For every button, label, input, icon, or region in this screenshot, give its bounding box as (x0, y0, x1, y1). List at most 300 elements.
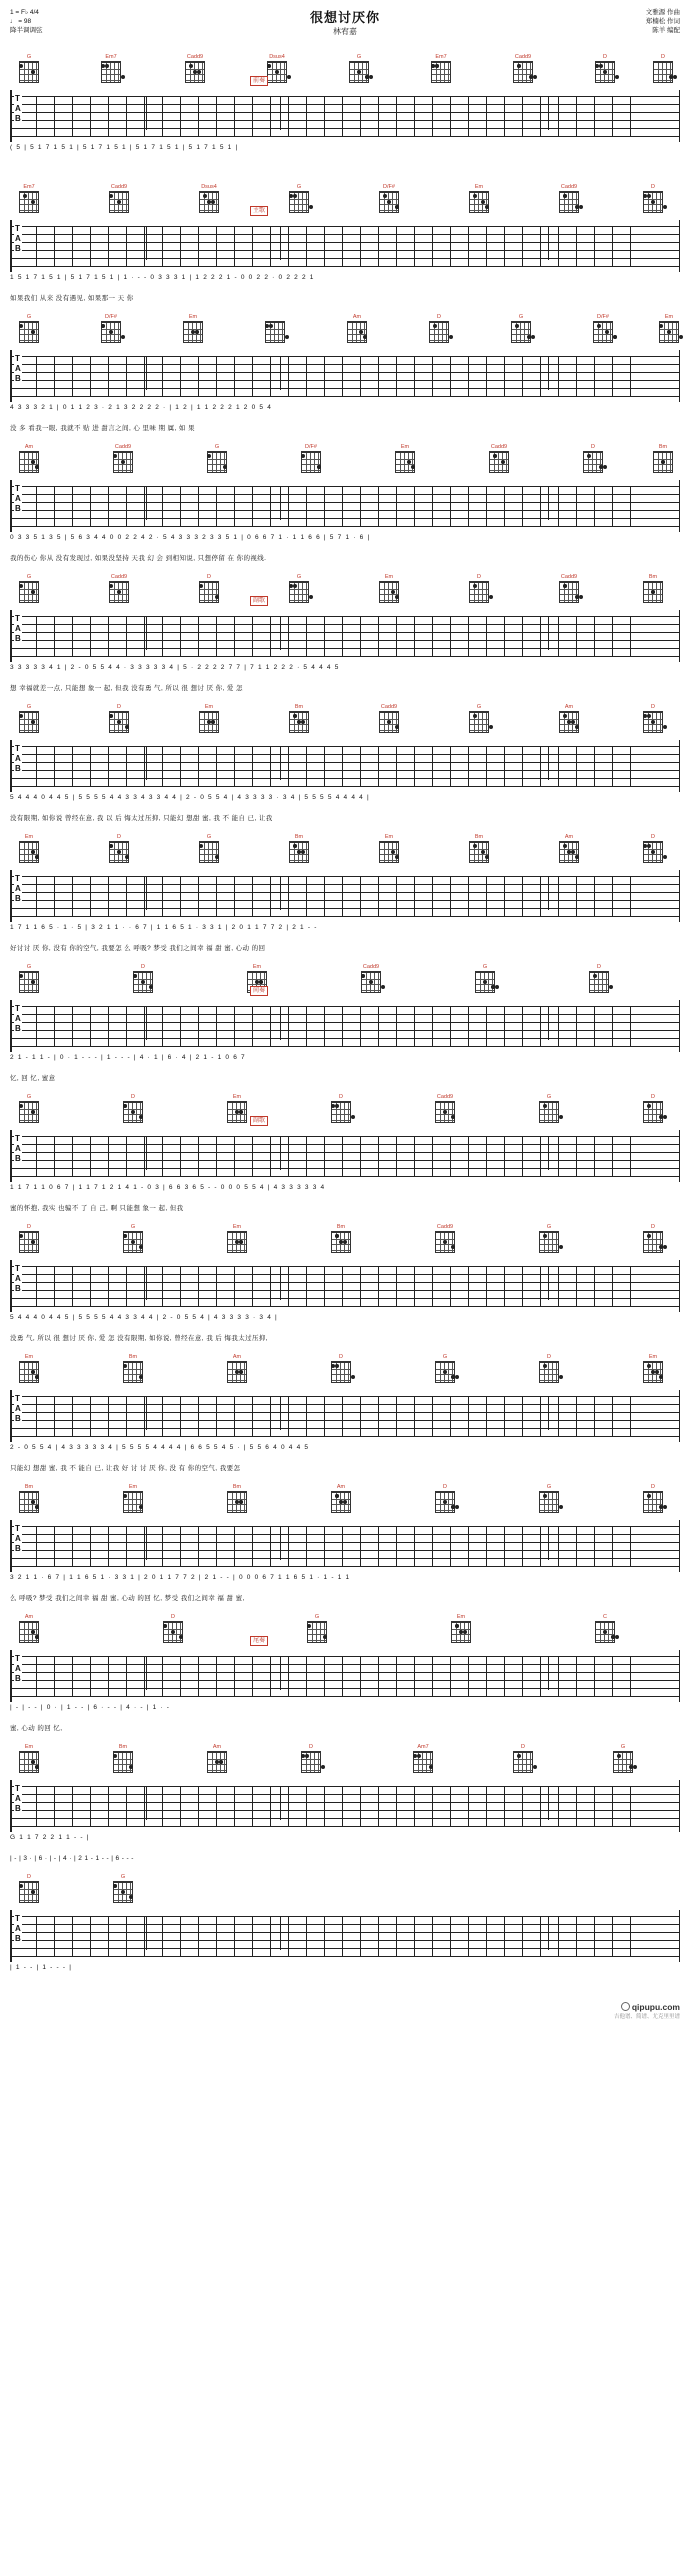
fretboard-grid (379, 841, 399, 863)
note-stem (432, 226, 433, 266)
note-stem (450, 356, 451, 396)
fretboard-grid (469, 581, 489, 603)
finger-dot (613, 335, 617, 339)
finger-dot (305, 1754, 309, 1758)
note-stem (36, 1006, 37, 1046)
note-stem (216, 1266, 217, 1306)
note-stem (180, 1916, 181, 1956)
finger-dot (533, 1765, 537, 1769)
note-stem (126, 1916, 127, 1956)
note-stem (360, 876, 361, 916)
note-stem (54, 486, 55, 526)
fretboard-grid (379, 191, 399, 213)
chord-name: G (26, 574, 32, 580)
note-stem (180, 356, 181, 396)
note-stem (396, 1396, 397, 1436)
note-stem (342, 356, 343, 396)
chord-diagram (592, 1614, 618, 1643)
note-stem (180, 1136, 181, 1176)
bar-line (146, 616, 147, 650)
chord-name: Am7 (417, 1744, 429, 1750)
note-stem (486, 96, 487, 136)
chord-diagram (106, 574, 132, 603)
numbered-notation-row: 4 3 3 3 2 1 | 0 1 1 2 3 · 2 1 3 2 2 2 2 · | 1 2 | 1 1 2 2 2 1 2 0 5 4 (10, 404, 273, 411)
chord-diagram (106, 184, 132, 213)
finger-dot (651, 720, 655, 724)
chord-name: Bm (474, 834, 484, 840)
note-stem (270, 616, 271, 656)
chord-name: Bm (294, 704, 304, 710)
fretboard-grid (643, 191, 663, 213)
chord-diagram (16, 444, 42, 473)
finger-dot (131, 1240, 135, 1244)
finger-dot (215, 1760, 219, 1764)
note-stem (432, 746, 433, 786)
finger-dot (297, 720, 301, 724)
fretboard-grid (227, 1361, 247, 1383)
fretboard-grid (199, 581, 219, 603)
note-stem (180, 616, 181, 656)
note-stem (306, 1916, 307, 1956)
finger-dot (235, 1500, 239, 1504)
bar-line (548, 1266, 549, 1300)
fretboard-grid (267, 61, 287, 83)
note-stem (126, 1526, 127, 1566)
fretboard-grid (643, 1361, 663, 1383)
note-stem (72, 1396, 73, 1436)
chord-name: Em (384, 834, 394, 840)
numbered-notation-row: 3 2 1 1 · 6 7 | 1 1 6 5 1 · 3 3 1 | 2 0 1 1 7 7 2 | 2 1 - - | 0 0 0 6 7 1 1 6 5 1 · 1 - 1 1 (10, 1574, 351, 1581)
fretboard-grid (123, 1361, 143, 1383)
fretboard-grid (19, 321, 39, 343)
note-stem (396, 1786, 397, 1826)
note-stem (432, 616, 433, 656)
note-stem (396, 486, 397, 526)
lyrics-row: 忆, 回 忆, 蜜意 (10, 1075, 56, 1082)
note-stem (234, 1786, 235, 1826)
chord-name: Em (252, 964, 262, 970)
lyrics-row: 蜜的怀抱, 我实 也骗不 了 自 己, 啊 只能想 象一 起, 但我 (10, 1205, 184, 1212)
bar-line (280, 1786, 281, 1820)
note-stem (594, 1526, 595, 1566)
finger-dot (199, 584, 203, 588)
note-stem (324, 876, 325, 916)
note-stem (432, 1266, 433, 1306)
note-stem (72, 1656, 73, 1696)
tab-clef: T A B (15, 1004, 21, 1033)
note-stem (504, 1396, 505, 1436)
finger-dot (633, 1765, 637, 1769)
finger-dot (19, 1884, 23, 1888)
tab-clef: T A B (15, 1264, 21, 1293)
tab-clef: T A B (15, 94, 21, 123)
fretboard-grid (19, 1751, 39, 1773)
finger-dot (543, 1364, 547, 1368)
note-stem (630, 1006, 631, 1046)
note-stem (288, 1396, 289, 1436)
note-stem (468, 486, 469, 526)
tab-clef: T A B (15, 484, 21, 513)
note-stem (90, 1656, 91, 1696)
note-stem (594, 486, 595, 526)
note-stem (486, 1526, 487, 1566)
note-stem (288, 616, 289, 656)
note-stem (450, 96, 451, 136)
fretboard-grid (559, 191, 579, 213)
note-stem (270, 226, 271, 266)
note-stem (288, 486, 289, 526)
chord-diagram (16, 834, 42, 863)
music-system (10, 1222, 680, 1346)
chord-name: Cadd9 (490, 444, 508, 450)
note-stem (504, 486, 505, 526)
note-stem (468, 616, 469, 656)
note-stem (594, 356, 595, 396)
note-stem (432, 1006, 433, 1046)
note-stem (108, 1786, 109, 1826)
finger-dot (35, 1765, 39, 1769)
note-stem (234, 1136, 235, 1176)
note-stem (360, 1786, 361, 1826)
chord-diagram-row (10, 574, 680, 608)
note-stem (306, 356, 307, 396)
note-stem (36, 1136, 37, 1176)
note-stem (36, 226, 37, 266)
note-stem (162, 486, 163, 526)
note-stem (90, 356, 91, 396)
finger-dot (339, 1500, 343, 1504)
music-system (10, 702, 680, 826)
note-stem (252, 616, 253, 656)
finger-dot (317, 465, 321, 469)
chord-name: D (131, 1094, 135, 1100)
note-stem (36, 356, 37, 396)
note-stem (522, 1136, 523, 1176)
finger-dot (35, 855, 39, 859)
note-stem (162, 876, 163, 916)
finger-dot (493, 454, 497, 458)
bar-line (146, 1526, 147, 1560)
note-stem (252, 226, 253, 266)
finger-dot (473, 714, 477, 718)
note-stem (594, 1396, 595, 1436)
note-stem (576, 1006, 577, 1046)
note-stem (180, 876, 181, 916)
chord-name: D (437, 314, 441, 320)
note-stem (144, 1786, 145, 1826)
chord-diagram (16, 704, 42, 733)
note-stem (558, 1266, 559, 1306)
numbered-notation-row: 0 3 3 5 1 3 5 | 5 6 3 4 4 0 0 2 2 4 2 · 5 4 3 3 3 2 3 3 5 1 | 0 6 6 7 1 · 1 1 6 6 | 5 7 1 · 6 | (10, 534, 371, 541)
note-stem (414, 356, 415, 396)
note-stem (144, 226, 145, 266)
note-stem (108, 1266, 109, 1306)
lyrics-row (10, 164, 680, 176)
chord-diagram (650, 444, 676, 473)
credits-meta (646, 8, 680, 35)
tempo: ♩ = 98 (10, 18, 32, 25)
finger-dot (235, 1110, 239, 1114)
note-stem (36, 616, 37, 656)
chord-diagram (592, 54, 618, 83)
finger-dot (571, 850, 575, 854)
note-stem (360, 1266, 361, 1306)
chord-name: D (309, 1744, 313, 1750)
chord-name: Cadd9 (114, 444, 132, 450)
chord-name: D (597, 964, 601, 970)
note-stem (288, 1526, 289, 1566)
fretboard-grid (19, 1621, 39, 1643)
composer-credit: 文雅源 作曲 (645, 9, 680, 16)
note-stem (180, 1656, 181, 1696)
note-stem (540, 1006, 541, 1046)
chord-diagram (224, 1224, 250, 1253)
tab-clef: T A B (15, 1524, 21, 1553)
chord-diagram (106, 704, 132, 733)
chord-diagram (204, 1744, 230, 1773)
fretboard-grid (539, 1231, 559, 1253)
bar-line (146, 876, 147, 910)
chord-diagram (16, 1874, 42, 1903)
chord-name: G (26, 54, 32, 60)
note-stem (378, 1136, 379, 1176)
note-stem (234, 1266, 235, 1306)
note-stem (54, 1396, 55, 1436)
note-stem (432, 1136, 433, 1176)
fretboard-grid (199, 191, 219, 213)
chord-diagram (640, 574, 666, 603)
note-stem (594, 226, 595, 266)
finger-dot (117, 850, 121, 854)
note-stem (108, 486, 109, 526)
finger-dot (343, 1240, 347, 1244)
finger-dot (563, 194, 567, 198)
chord-diagram (298, 444, 324, 473)
fretboard-grid (513, 1751, 533, 1773)
fretboard-grid (539, 1361, 559, 1383)
finger-dot (473, 584, 477, 588)
note-stem (252, 876, 253, 916)
note-stem (630, 1916, 631, 1956)
section-label: 副歌 (250, 596, 268, 606)
fretboard-grid (475, 971, 495, 993)
note-stem (198, 1656, 199, 1696)
finger-dot (31, 1110, 35, 1114)
note-stem (126, 486, 127, 526)
chord-diagram-row (10, 314, 680, 348)
chord-name: Cadd9 (436, 1094, 454, 1100)
chord-name: D (603, 54, 607, 60)
note-stem (126, 1006, 127, 1046)
finger-dot (451, 1115, 455, 1119)
site-watermark (614, 2002, 680, 2022)
chord-diagram (224, 1094, 250, 1123)
finger-dot (483, 980, 487, 984)
chord-diagram (508, 314, 534, 343)
finger-dot (629, 1765, 633, 1769)
note-stem (288, 226, 289, 266)
finger-dot (617, 1754, 621, 1758)
page-title: 很想讨厌你 (309, 10, 380, 25)
note-stem (486, 616, 487, 656)
fretboard-grid (435, 1361, 455, 1383)
chord-name: G (26, 1094, 32, 1100)
note-stem (306, 1266, 307, 1306)
fretboard-grid (19, 1101, 39, 1123)
music-system (10, 1612, 680, 1736)
tab-clef: T A B (15, 1134, 21, 1163)
chord-diagram (344, 314, 370, 343)
finger-dot (101, 64, 105, 68)
fretboard-grid (101, 61, 121, 83)
finger-dot (123, 1364, 127, 1368)
note-stem (144, 96, 145, 136)
bar-line (548, 746, 549, 780)
section-label: 尾奏 (250, 1636, 268, 1646)
note-stem (126, 1266, 127, 1306)
note-stem (504, 1786, 505, 1826)
chord-diagram (610, 1744, 636, 1773)
note-stem (198, 616, 199, 656)
key-signature: 1 = F♭ 4/4 (10, 9, 39, 16)
note-stem (72, 1786, 73, 1826)
chord-diagram (580, 444, 606, 473)
note-stem (180, 96, 181, 136)
finger-dot (361, 974, 365, 978)
fretboard-grid (123, 1491, 143, 1513)
note-stem (126, 876, 127, 916)
fretboard-grid (435, 1101, 455, 1123)
note-stem (432, 1916, 433, 1956)
note-stem (558, 1916, 559, 1956)
note-stem (378, 486, 379, 526)
chord-name: Bm (658, 444, 668, 450)
chord-diagram (182, 54, 208, 83)
chord-diagram (358, 964, 384, 993)
finger-dot (663, 1245, 667, 1249)
chord-name: D (117, 834, 121, 840)
note-stem (342, 616, 343, 656)
finger-dot (139, 1245, 143, 1249)
finger-dot (109, 194, 113, 198)
note-stem (450, 1266, 451, 1306)
lyrics-row: 我的伤心 你从 没有发现过, 如果没坚持 天我 幻 会 到相知说, 只想停留 在 你的视线. (10, 555, 267, 562)
chord-diagram (640, 704, 666, 733)
note-stem (252, 1006, 253, 1046)
chord-name: Em (474, 184, 484, 190)
note-stem (540, 746, 541, 786)
note-stem (72, 1136, 73, 1176)
note-stem (342, 1396, 343, 1436)
note-stem (432, 1526, 433, 1566)
note-stem (270, 1526, 271, 1566)
chord-name: G (546, 1224, 552, 1230)
note-stem (144, 1396, 145, 1436)
bar-line (280, 1916, 281, 1950)
fretboard-grid (19, 841, 39, 863)
note-stem (234, 1006, 235, 1046)
chord-diagram-row (10, 1614, 680, 1648)
note-stem (198, 1266, 199, 1306)
fretboard-grid (227, 1101, 247, 1123)
note-stem (630, 1136, 631, 1176)
note-stem (108, 1136, 109, 1176)
tab-clef: T A B (15, 1394, 21, 1423)
note-stem (270, 1396, 271, 1436)
note-stem (324, 1656, 325, 1696)
globe-icon (621, 2002, 630, 2011)
note-stem (342, 486, 343, 526)
note-stem (504, 1266, 505, 1306)
site-tagline: 吉他谱、简谱、尤克里里谱 (613, 2014, 680, 2020)
tab-clef: T A B (15, 874, 21, 903)
finger-dot (647, 1364, 651, 1368)
note-stem (90, 1396, 91, 1436)
chord-diagram (286, 574, 312, 603)
chord-name: Cadd9 (380, 704, 398, 710)
finger-dot (149, 985, 153, 989)
finger-dot (679, 335, 683, 339)
note-stem (270, 1786, 271, 1826)
fretboard-grid (379, 711, 399, 733)
finger-dot (517, 1754, 521, 1758)
finger-dot (321, 1765, 325, 1769)
note-stem (90, 1526, 91, 1566)
note-stem (252, 746, 253, 786)
chord-diagram-row (10, 1094, 680, 1128)
finger-dot (293, 584, 297, 588)
finger-dot (301, 454, 305, 458)
note-stem (468, 96, 469, 136)
finger-dot (659, 1245, 663, 1249)
note-stem (72, 876, 73, 916)
note-stem (162, 356, 163, 396)
chord-name: Em (24, 834, 34, 840)
tab-clef: T A B (15, 744, 21, 773)
note-stem (126, 1396, 127, 1436)
chord-name: D (521, 1744, 525, 1750)
note-stem (126, 1656, 127, 1696)
fretboard-grid (539, 1101, 559, 1123)
note-stem (342, 1656, 343, 1696)
note-stem (90, 96, 91, 136)
finger-dot (517, 64, 521, 68)
note-stem (504, 746, 505, 786)
fretboard-grid (659, 321, 679, 343)
note-stem (126, 356, 127, 396)
fretboard-grid (19, 191, 39, 213)
note-stem (630, 96, 631, 136)
finger-dot (125, 725, 129, 729)
note-stem (270, 1266, 271, 1306)
chord-name: Em (456, 1614, 466, 1620)
note-stem (594, 1136, 595, 1176)
note-stem (198, 1136, 199, 1176)
chord-name: D (651, 1224, 655, 1230)
chord-name: G (206, 834, 212, 840)
chord-diagram (110, 1744, 136, 1773)
finger-dot (293, 844, 297, 848)
note-stem (54, 1266, 55, 1306)
note-stem (216, 1786, 217, 1826)
fretboard-grid (301, 451, 321, 473)
note-stem (54, 876, 55, 916)
finger-dot (19, 324, 23, 328)
note-stem (288, 1916, 289, 1956)
finger-dot (307, 1624, 311, 1628)
note-stem (576, 1916, 577, 1956)
note-stem (576, 1526, 577, 1566)
